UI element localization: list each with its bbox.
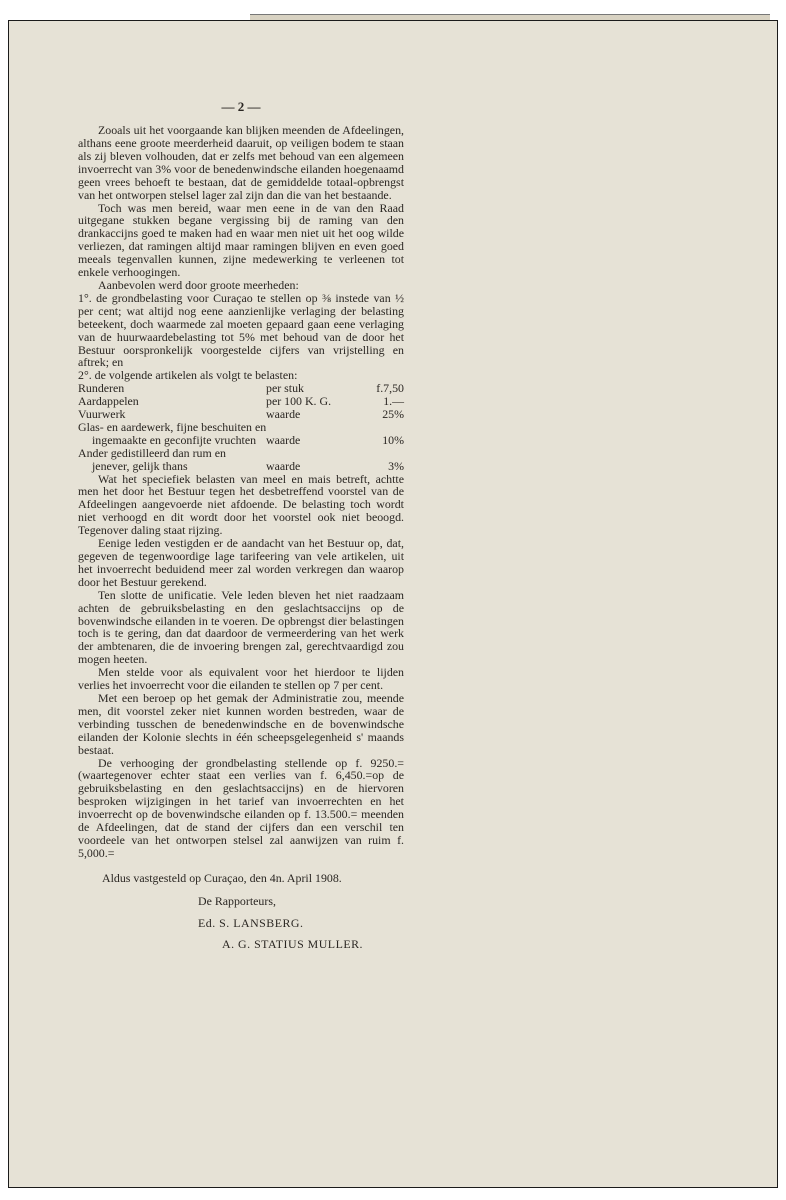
show-through-text (615, 100, 765, 220)
tariff-unit: waarde (266, 407, 301, 422)
rapporteurs-label: De Rapporteurs, (198, 893, 276, 908)
tariff-rate: 3% (388, 458, 404, 473)
tariff-row (78, 395, 404, 408)
tariff-item: jenever, gelijk thans (92, 458, 188, 473)
paragraph-7: Eenige leden vestigden er de aandacht van het Bestuur op, dat, gegeven de tegenwoordige lage tarifeering van vele artikelen, uit het invoerrecht beduidend meer zal worden verkregen dan waarop door het Bestuur gerekend. (78, 536, 404, 589)
tariff-table (78, 382, 404, 472)
tariff-unit: waarde (266, 458, 301, 473)
paragraph-10: Met een beroep op het gemak der Administratie zou, meende men, dit voorstel zeker niet kunnen worden bestreden, waar de verbinding tusschen de benedenwindsche en de bovenwindsche eilanden der Kolonie slechts in één scheepsgelegenheid s' maands bestaat. (78, 690, 404, 757)
paragraph-4: 1°. de grondbelasting voor Curaçao te stellen op ⅜ instede van ½ per cent; wat altijd nog eene aanzienlijke verlaging der belasting beteekent, doch waarmede zal moeten gepaard gaan eene verlaging van de huurwaardebelasting tot 5% met behoud van de door het Bestuur oorspronkelijk voorgestelde cijfers van vrijstelling en aftrek; en (78, 290, 404, 370)
closing-block (78, 872, 404, 952)
tariff-rate: f.7,50 (376, 381, 404, 396)
tariff-unit: per stuk (266, 381, 304, 396)
tariff-row (78, 460, 404, 473)
tariff-rate: 25% (382, 407, 404, 422)
tariff-rate: 10% (382, 432, 404, 447)
signer-statius-muller: A. G. STATIUS MULLER. (222, 937, 364, 952)
tariff-item: Ander gedistilleerd dan rum en (78, 445, 226, 460)
tariff-row (78, 434, 404, 447)
tariff-rate: 1.— (383, 394, 404, 409)
paragraph-8: Ten slotte de unificatie. Vele leden bleven het niet raadzaam achten de gebruiksbelasting en den geslachtsaccijns op de bovenwindsche eilanden in te voeren. De opbrengst dier belastingen toch is te gering, dan dat daardoor de vermeerdering van het werk der ambtenaren, die de invoering brengen zal, gerechtvaardigd zou mogen heeten. (78, 587, 404, 667)
tariff-row (78, 408, 404, 421)
tariff-row (78, 447, 404, 460)
tariff-item: Aardappelen (78, 394, 139, 409)
paragraph-5: 2°. de volgende artikelen als volgt te belasten: (78, 368, 298, 383)
paragraph-9: Men stelde voor als equivalent voor het hierdoor te lijden verlies het invoerrecht voor die eilanden te stellen op 7 per cent. (78, 665, 404, 693)
signer-lansberg: Ed. S. LANSBERG. (198, 915, 304, 930)
page-number: — 2 — (221, 99, 261, 114)
paragraph-2: Toch was men bereid, waar men eene in de van den Raad uitgegane stukken begane vergissing bij de raming van den drankaccijns goed te maken had en waar men niet uit het oog wilde verliezen, dat ramingen altijd maar ramingen blijven en even goed meeals tegenvallen kunnen, zijne medewerking te verleenen tot enkele verhoogingen. (78, 200, 404, 280)
date-line: Aldus vastgesteld op Curaçao, den 4n. April 1908. (102, 870, 342, 885)
paragraph-11: De verhooging der grondbelasting stellende op f. 9250.=(waartegenover echter staat een verlies van f. 6,450.=op de gebruiksbelasting en den geslachtsaccijns) en de hiervoren besproken wijzigingen in het tarief van invoerrechten en het invoerrecht op de bovenwindsche eilanden op f. 13.500.= meenden de Afdeelingen, dat de stand der cijfers dan een verschil ten voordeele van het ontworpen stelsel zal aanwijzen van ruim f. 5,000.= (78, 755, 404, 860)
tariff-item: Glas- en aardewerk, fijne beschuiten en (78, 419, 267, 434)
tariff-item: Runderen (78, 381, 125, 396)
tariff-row (78, 421, 404, 434)
signature-block (78, 895, 404, 952)
paragraph-6: Wat het speciefiek belasten van meel en mais betreft, achtte men het door het Bestuur tegen het desbetreffend voorstel van de Afdeelingen aangevoerde niet afdoende. De belasting toch wordt niet verhoogd en dit wordt door het voorstel ook niet beoogd. Tegenover daling staat rijzing. (78, 471, 404, 538)
tariff-unit: waarde (266, 432, 301, 447)
paragraph-1: Zooals uit het voorgaande kan blijken meenden de Afdeelingen, althans eene groote meerderheid daaruit, op veiligen bodem te staan als zij bleven volhouden, dat er zelfs met behoud van een algemeen invoerrecht van 3% voor de benedenwindsche eilanden hoegenaamd geen vrees behoeft te bestaan, dat de gemiddelde totaal-opbrengst van het ontworpen stelsel lager zal zijn dan die van het bestaande. (78, 123, 404, 202)
page-content (78, 100, 404, 960)
tariff-item: ingemaakte en geconfijte vruchten (92, 432, 257, 447)
tariff-unit: per 100 K. G. (266, 394, 332, 409)
tariff-item: Vuurwerk (78, 407, 126, 422)
paragraph-3: Aanbevolen werd door groote meerheden: (98, 277, 299, 292)
